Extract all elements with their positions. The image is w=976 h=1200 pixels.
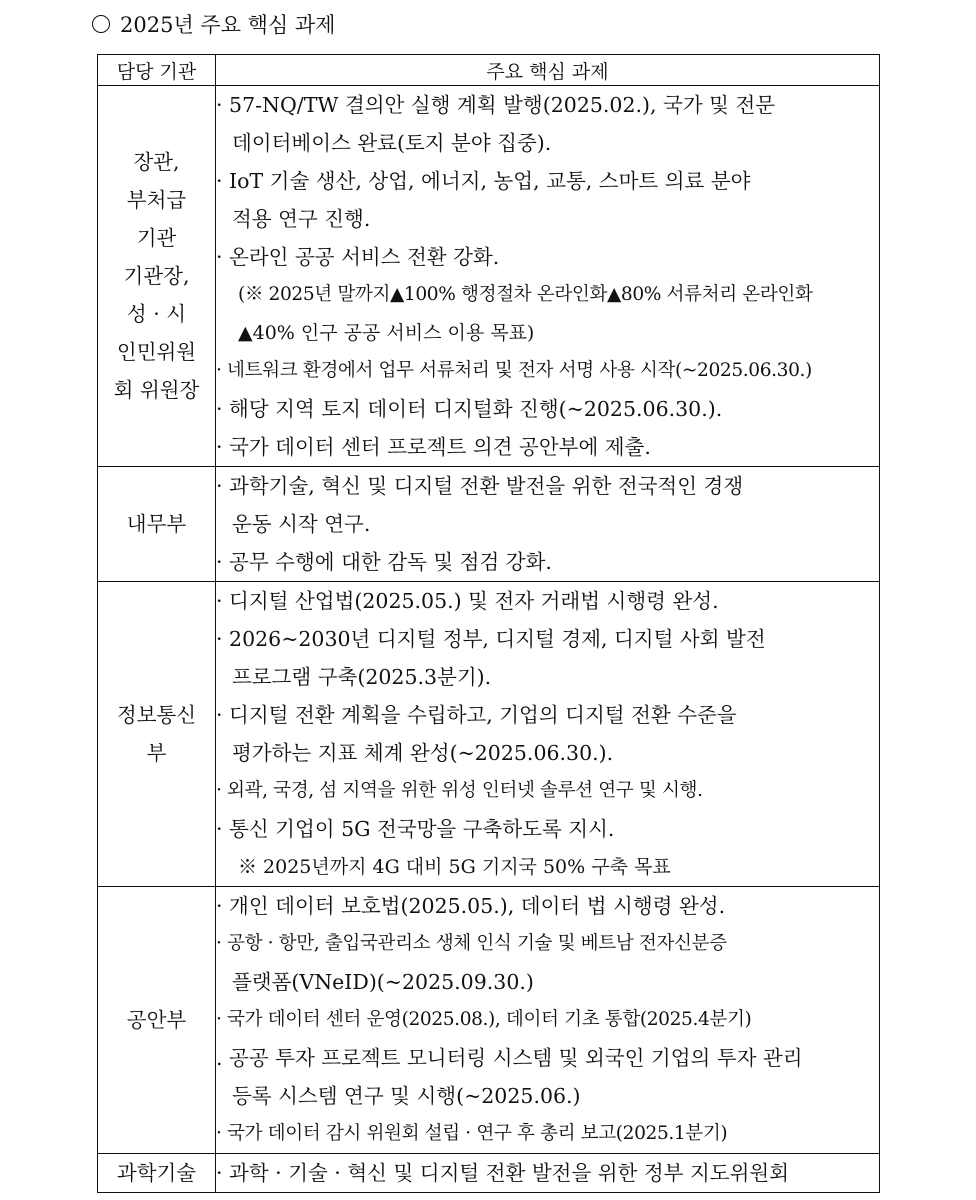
- agency-name-line: 내무부: [126, 512, 187, 536]
- agency-name-line: 장관,: [133, 150, 180, 174]
- agency-cell: [98, 86, 216, 467]
- table-header-row: [98, 55, 880, 86]
- task-line: 등록 시스템 연구 및 시행(~2025.06.): [232, 1084, 581, 1108]
- circle-bullet-icon: [92, 15, 110, 33]
- task-line: 프로그램 구축(2025.3분기).: [232, 665, 492, 689]
- agency-cell: [98, 1154, 216, 1193]
- task-note-line: (※ 2025년 말까지▲100% 행정절차 온라인화▲80% 서류처리 온라인화: [238, 284, 813, 305]
- task-line: · 과학 · 기술 · 혁신 및 디지털 전환 발전을 위한 정부 지도위원회: [216, 1161, 790, 1185]
- task-list: [216, 467, 879, 581]
- section-heading: [92, 8, 335, 40]
- agency-name-line: 성 · 시: [126, 302, 187, 326]
- agency-name-line: 기관장,: [123, 264, 190, 288]
- task-line: · 디지털 전환 계획을 수립하고, 기업의 디지털 전환 수준을: [216, 703, 737, 727]
- agency-name-line: 인민위원: [116, 340, 197, 364]
- task-line: · 해당 지역 토지 데이터 디지털화 진행(~2025.06.30.).: [216, 397, 723, 421]
- task-list: [216, 582, 879, 886]
- task-line: · 개인 데이터 보호법(2025.05.), 데이터 법 시행령 완성.: [216, 894, 726, 918]
- agency-name-line: 공안부: [126, 1008, 187, 1032]
- task-line: . 공공 투자 프로젝트 모니터링 시스템 및 외국인 기업의 투자 관리: [216, 1046, 803, 1070]
- table-row: [98, 1154, 880, 1193]
- task-line: · 국가 데이터 감시 위원회 설립 · 연구 후 총리 보고(2025.1분기): [216, 1123, 728, 1144]
- task-line: 평가하는 지표 체계 완성(~2025.06.30.).: [232, 741, 614, 765]
- task-line: · 통신 기업이 5G 전국망을 구축하도록 지시.: [216, 817, 615, 841]
- agency-name-line: 기관: [136, 226, 177, 250]
- column-header-agency: 담당 기관: [98, 55, 216, 86]
- agency-name-line: 부처급: [126, 188, 187, 212]
- agency-cell: [98, 467, 216, 582]
- task-line: · 온라인 공공 서비스 전환 강화.: [216, 245, 500, 269]
- agency-cell: [98, 582, 216, 887]
- task-line: 운동 시작 연구.: [232, 512, 371, 536]
- tasks-table: [97, 54, 880, 1193]
- task-list: [216, 887, 879, 1153]
- task-line: · 공항 · 항만, 출입국관리소 생체 인식 기술 및 베트남 전자신분증: [216, 933, 727, 954]
- tasks-cell: [216, 1154, 880, 1193]
- agency-name-line: 부: [146, 741, 167, 765]
- section-heading-text: 2025년 주요 핵심 과제: [120, 13, 336, 37]
- task-list: [216, 1154, 879, 1192]
- task-line: 플랫폼(VNeID)(~2025.09.30.): [232, 970, 534, 994]
- table-row: [98, 467, 880, 582]
- tasks-cell: [216, 467, 880, 582]
- task-line: · 네트워크 환경에서 업무 서류처리 및 전자 서명 사용 시작(~2025.06.30.): [216, 360, 812, 381]
- task-line: · 과학기술, 혁신 및 디지털 전환 발전을 위한 전국적인 경쟁: [216, 474, 744, 498]
- tasks-cell: [216, 887, 880, 1154]
- task-line: · 공무 수행에 대한 감독 및 점검 강화.: [216, 550, 552, 574]
- task-line: · 국가 데이터 센터 프로젝트 의견 공안부에 제출.: [216, 435, 651, 459]
- task-line: · IoT 기술 생산, 상업, 에너지, 농업, 교통, 스마트 의료 분야: [216, 169, 751, 193]
- agency-cell: [98, 887, 216, 1154]
- task-note-line: ▲40% 인구 공공 서비스 이용 목표): [238, 322, 535, 344]
- table-row: [98, 582, 880, 887]
- task-line: · 디지털 산업법(2025.05.) 및 전자 거래법 시행령 완성.: [216, 589, 719, 613]
- task-line: · 57-NQ/TW 결의안 실행 계획 발행(2025.02.), 국가 및 전문: [216, 93, 776, 117]
- task-list: [216, 86, 879, 466]
- task-line: 적용 연구 진행.: [232, 207, 371, 231]
- table-row: [98, 887, 880, 1154]
- tasks-cell: [216, 86, 880, 467]
- task-note-line: ※ 2025년까지 4G 대비 5G 기지국 50% 구축 목표: [238, 856, 671, 878]
- task-line: · 2026~2030년 디지털 정부, 디지털 경제, 디지털 사회 발전: [216, 627, 766, 651]
- task-line: · 국가 데이터 센터 운영(2025.08.), 데이터 기초 통합(2025.4분기): [216, 1009, 752, 1030]
- agency-name-line: 과학기술: [116, 1161, 197, 1185]
- table-row: [98, 86, 880, 467]
- column-header-tasks: 주요 핵심 과제: [216, 55, 880, 86]
- task-line: · 외곽, 국경, 섬 지역을 위한 위성 인터넷 솔루션 연구 및 시행.: [216, 780, 703, 801]
- agency-name-line: 회 위원장: [113, 378, 200, 402]
- agency-name-line: 정보통신: [116, 703, 197, 727]
- tasks-cell: [216, 582, 880, 887]
- task-line: 데이터베이스 완료(토지 분야 집중).: [232, 131, 552, 155]
